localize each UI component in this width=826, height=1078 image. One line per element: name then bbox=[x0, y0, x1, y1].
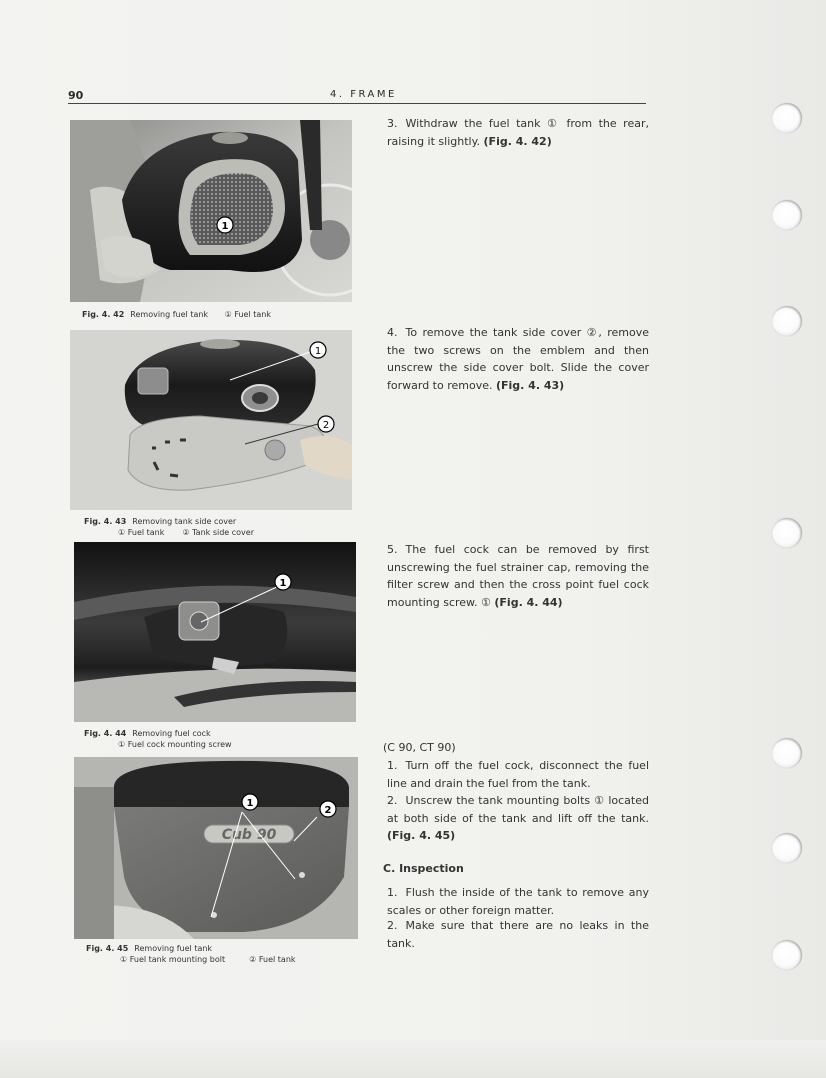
chapter-title: 4. FRAME bbox=[330, 89, 397, 100]
step-text: Unscrew the tank mounting bolts ① located at both side of the tank and lift off the tank. bbox=[387, 794, 649, 825]
step-text: The fuel cock can be removed by first unscrewing the fuel strainer cap, removing the filter screw and then the cross point fuel cock mounting screw. ① bbox=[387, 543, 649, 609]
step-3 bbox=[387, 115, 649, 150]
caption-fig-4-45 bbox=[86, 943, 296, 965]
step-number: 1. bbox=[387, 886, 398, 899]
step-4 bbox=[387, 324, 649, 394]
binder-hole bbox=[772, 518, 802, 548]
step-number: 2. bbox=[387, 794, 398, 807]
callout-label: 2 bbox=[324, 805, 332, 816]
callout-label: 1 bbox=[221, 221, 229, 232]
step-text: To remove the tank side cover ②, remove the two screws on the emblem and then unscrew the side cover bolt. Slide the cover forward to remove. bbox=[387, 326, 649, 392]
caption-fig-4-42 bbox=[82, 309, 271, 320]
step-text: Withdraw the fuel tank ① from the rear, raising it slightly. bbox=[387, 117, 649, 148]
section-heading-inspection: C. Inspection bbox=[383, 862, 464, 875]
c90-step-1 bbox=[387, 757, 649, 792]
inspection-step-1 bbox=[387, 884, 649, 919]
step-number: 1. bbox=[387, 759, 398, 772]
binder-hole bbox=[772, 103, 802, 133]
binder-hole bbox=[772, 940, 802, 970]
model-heading: (C 90, CT 90) bbox=[383, 741, 456, 754]
photo-fig-4-45 bbox=[74, 757, 358, 939]
legend-item: ① Fuel tank bbox=[224, 310, 271, 319]
figure-number: Fig. 4. 43 bbox=[84, 517, 127, 526]
callout-label: 2 bbox=[322, 420, 330, 431]
page-number: 90 bbox=[68, 89, 84, 102]
figure-number: Fig. 4. 45 bbox=[86, 944, 129, 953]
caption-fig-4-43 bbox=[84, 516, 254, 538]
figure-title: Removing fuel tank bbox=[130, 310, 209, 319]
step-text: Turn off the fuel cock, disconnect the fuel line and drain the fuel from the tank. bbox=[387, 759, 649, 790]
figure-reference: (Fig. 4. 44) bbox=[494, 595, 563, 609]
legend-item: ① Fuel cock mounting screw bbox=[118, 740, 232, 749]
caption-fig-4-44 bbox=[84, 728, 232, 750]
step-number: 4. bbox=[387, 326, 398, 339]
figure-title: Removing tank side cover bbox=[132, 517, 237, 526]
figure-title: Removing fuel cock bbox=[132, 729, 211, 738]
figure-title: Removing fuel tank bbox=[134, 944, 213, 953]
callout-label: 1 bbox=[246, 798, 254, 809]
step-5 bbox=[387, 541, 649, 611]
step-number: 5. bbox=[387, 543, 398, 556]
c90-step-2 bbox=[387, 792, 649, 845]
figure-reference: (Fig. 4. 45) bbox=[387, 829, 456, 842]
page-bottom-edge bbox=[0, 1040, 826, 1078]
binder-hole bbox=[772, 306, 802, 336]
header-rule bbox=[68, 103, 646, 104]
legend-item: ② Fuel tank bbox=[249, 955, 296, 964]
emblem-text: Cub 90 bbox=[221, 827, 277, 843]
inspection-step-2 bbox=[387, 917, 649, 952]
step-text: Make sure that there are no leaks in the tank. bbox=[387, 919, 649, 950]
figure-number: Fig. 4. 44 bbox=[84, 729, 127, 738]
figure-number: Fig. 4. 42 bbox=[82, 310, 125, 319]
photo-fig-4-44 bbox=[74, 542, 356, 722]
callout-label: 1 bbox=[314, 346, 322, 357]
callout-label: 1 bbox=[279, 578, 287, 589]
binder-hole bbox=[772, 200, 802, 230]
legend-item: ② Tank side cover bbox=[182, 528, 254, 537]
binder-hole bbox=[772, 738, 802, 768]
step-number: 2. bbox=[387, 919, 398, 932]
photo-fig-4-42 bbox=[70, 120, 352, 302]
figure-reference: (Fig. 4. 42) bbox=[483, 134, 552, 148]
figure-reference: (Fig. 4. 43) bbox=[495, 378, 565, 392]
legend-item: ① Fuel tank bbox=[118, 528, 165, 537]
step-number: 3. bbox=[387, 117, 398, 130]
step-text: Flush the inside of the tank to remove any scales or other foreign matter. bbox=[387, 886, 649, 917]
binder-hole bbox=[772, 833, 802, 863]
photo-fig-4-43 bbox=[70, 330, 352, 510]
legend-item: ① Fuel tank mounting bolt bbox=[120, 955, 226, 964]
